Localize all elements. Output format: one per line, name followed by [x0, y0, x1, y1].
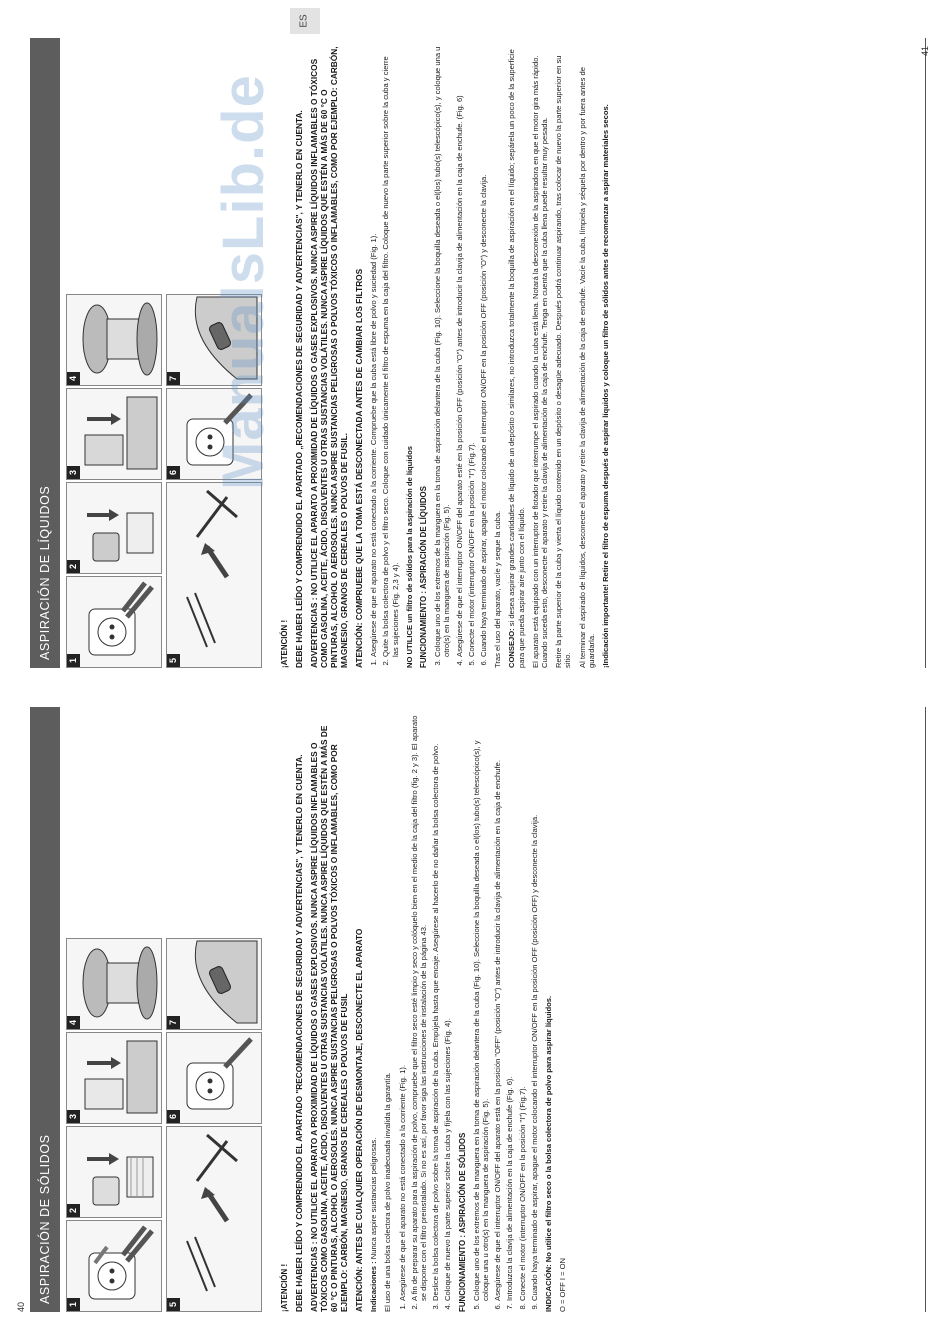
- indications-text: Nunca aspire sustancias peligrosas.: [369, 1137, 379, 1262]
- socket-plug-icon: [67, 1220, 162, 1311]
- nozzle-tube-icon: [167, 482, 262, 667]
- language-tab-label: ES: [299, 14, 310, 28]
- operation-title: FUNCIONAMIENTO : ASPIRACIÓN DE SÓLIDOS: [457, 1132, 467, 1312]
- figure-5: [166, 482, 262, 668]
- figure-4: [66, 294, 162, 386]
- page-right-liquids: [30, 38, 930, 668]
- figure-number: 4: [67, 1016, 80, 1029]
- tip-text: si desea aspirar grandes cantidades de líquido de un depósito o similares, no introduzca totalmente la boquilla de aspiración en el líquido; sepárela un poco de la superficie para que pueda aspirar aire junto con el líquido.: [507, 49, 526, 668]
- prep-steps: [398, 715, 453, 1312]
- no-use-note: NO UTILICE un filtro de sólidos para la aspiración de líquidos: [404, 446, 414, 668]
- figure-7: [166, 938, 262, 1030]
- figure-number: 1: [67, 1298, 80, 1311]
- instructions-body: [280, 46, 615, 668]
- figure-number: 7: [167, 372, 180, 385]
- figure-number: 4: [67, 372, 80, 385]
- power-switch-icon: [167, 938, 262, 1029]
- warning-disconnect: ATENCIÓN: ANTES DE CUALQUIER OPERACIÓN DE DESMONTAJE, DESCONECTE EL APARATO: [354, 928, 365, 1312]
- list-item: 9. Cuando haya terminado de aspirar, apague el motor colocando el interruptor ON/OFF en la posición OFF (posición OFF) y desconecte la clavija.: [530, 715, 539, 1301]
- figure-number: 7: [167, 1016, 180, 1029]
- prep-steps: [369, 46, 400, 668]
- figure-6: [166, 1032, 262, 1124]
- list-item: 2. A fin de preparar su aparato para la aspiración de polvo, compruebe que el filtro seco esté limpio y seco y colóquelo bien en el medio de la caja del filtro (fig. 2 y 3). El aparato se dispone con el filtro preinstalado. Si no es así, por favor siga las instrucciones de instalación de la página 43.: [410, 715, 428, 1301]
- figure-number: 3: [67, 466, 80, 479]
- indications: [369, 715, 378, 1312]
- list-item: 7. Introduzca la clavija de alimentación en la caja de enchufe (Fig. 6).: [505, 715, 514, 1301]
- end-note: Al terminar el aspirado de líquidos, desconecte el aparato y retire la clavija de alimentación de la caja de enchufe. Vacíe la cuba, límpiela y séquela por dentro y por fuera antes de guardarla.: [577, 67, 596, 668]
- list-item: 5. Coloque uno de los extremos de la manguera en la toma de aspiración delantera de la cuba (Fig. 10). Seleccione la boquilla deseada o el(los) tubo(s) telescópico(s), y coloque una u otro(s) en la manguera de aspiración (Fig. 5).: [472, 715, 490, 1301]
- section-header: ASPIRACIÓN DE LÍQUIDOS: [30, 38, 60, 668]
- list-item-text: Quite la bolsa colectora de polvo y el filtro seco. Coloque con cuidado únicamente el filtro de espuma en la caja del filtro.: [381, 251, 391, 657]
- figure-number: 5: [167, 1298, 180, 1311]
- figure-3: [66, 388, 162, 480]
- filter-insert-icon: [67, 1126, 162, 1217]
- figure-3: [66, 1032, 162, 1124]
- warning-read-recommendations: DEBE HABER LEÍDO Y COMPRENDIDO EL APARTADO „RECOMENDACIONES DE SEGURIDAD Y ADVERTENCIAS", Y TENERLO EN CUENTA.: [294, 110, 305, 668]
- figure-number: 6: [167, 1110, 180, 1123]
- page-number: 41: [920, 45, 930, 56]
- list-item: 8. Conecte el motor (interruptor ON/OFF en la posición "I") (Fig.7).: [518, 715, 527, 1301]
- figure-number: 6: [167, 466, 180, 479]
- filter-box-icon: [67, 1032, 162, 1123]
- list-item: 6. Cuando haya terminado de aspirar, apague el motor colocando el interruptor ON/OFF en la posición OFF (posición "O") y desconecte la clavija.: [479, 46, 488, 657]
- watermark: ManualsLib.de: [211, 74, 276, 490]
- important-note: ¡Indicación importante! Retire el filtro de espuma después de aspirar líquidos y coloque un filtro de sólidos antes de recomenzar a aspirar materiales secos.: [601, 104, 611, 668]
- figure-2: [66, 1126, 162, 1218]
- vacuum-head-icon: [67, 294, 162, 385]
- figure-4: [66, 938, 162, 1030]
- page-left-solids: [16, 707, 930, 1312]
- figure-number: 3: [67, 1110, 80, 1123]
- instructions-body: [280, 715, 572, 1312]
- list-item: 3. Coloque uno de los extremos de la manguera en la toma de aspiración delantera de la cuba (Fig. 10). Seleccione la boquilla deseada o el(los) tubo(s) telescópico(s), y coloque una u otro(s) en la manguera de aspiración (Fig. 5).: [433, 46, 451, 657]
- operation-title: FUNCIONAMIENTO : ASPIRACIÓN DE LÍQUIDOS: [419, 486, 429, 668]
- figure-grid: [66, 892, 272, 1312]
- figure-number: 2: [67, 560, 80, 573]
- bag-note: El uso de una bolsa colectora de polvo inadecuada invalida la garantía.: [383, 1072, 393, 1312]
- list-item-text: Coloque de nuevo la parte superior sobre la cuba y cierre las sujeciones (Fig. 2,3 y 4).: [381, 56, 400, 657]
- page-number: 40: [16, 1301, 26, 1312]
- figure-number: 2: [67, 1204, 80, 1217]
- warning-hazards: ADVERTENCIAS : NO UTILICE EL APARATO A PROXIMIDAD DE LÍQUIDOS O GASES EXPLOSIVOS. NUNCA ASPIRE LÍQUIDOS INFLAMABLES O TÓXICOS COMO GASOLINA, ACEITE, ÁCIDO, DISOLVENTES U OTRAS SUSTANCIAS VOLÁTILES. NUNCA ASPIRE LÍQUIDOS QUE ESTÉN A MÁS DE 60 °C O PINTURAS, ALCOHOL O AEROSOLES. NUNCA ASPIRE SUSTANCIAS PELIGROSAS O POLVOS TÓXICOS O INFLAMABLES, COMO POR EJEMPLO: CARBÓN, MAGNESIO, GRANOS DE CEREALES O POLVOS DE FUSIL.: [309, 46, 350, 668]
- page-rule: [925, 707, 926, 1312]
- figure-number: 1: [67, 654, 80, 667]
- warning-read-recommendations: DEBE HABER LEÍDO Y COMPRENDIDO EL APARTADO "RECOMENDACIONES DE SEGURIDAD Y ADVERTENCIAS", Y TENERLO EN CUENTA.: [294, 754, 305, 1312]
- page-rule: [925, 38, 926, 668]
- list-item: 6. Asegúrese de que el interruptor ON/OFF del aparato está en la posición "OFF" (posición "O") antes de introducir la clavija de alimentación en la caja de enchufe.: [493, 715, 502, 1301]
- figure-2: [66, 482, 162, 574]
- warning-filters: ATENCIÓN: COMPRUEBE QUE LA TOMA ESTÁ DESCONECTADA ANTES DE CAMBIAR LOS FILTROS: [354, 268, 365, 668]
- off-on-legend: O = OFF I = ON: [558, 1257, 568, 1312]
- figure-5: [166, 1126, 262, 1312]
- tip-label: CONSEJO:: [507, 628, 517, 668]
- vacuum-head-icon: [67, 938, 162, 1029]
- operation-steps: [433, 46, 488, 668]
- filter-box-icon: [67, 388, 162, 479]
- list-item: 4. Coloque de nuevo la parte superior sobre la cuba y fíjela con las sujeciones (Fig. 4).: [443, 715, 452, 1301]
- indications-label: Indicaciones :: [369, 1261, 379, 1312]
- socket-plug-icon: [167, 1032, 262, 1123]
- foam-filter-icon: [67, 482, 162, 573]
- nozzle-tube-icon: [167, 1126, 262, 1311]
- tip: [507, 46, 525, 668]
- list-item: 4. Asegúrese de que el interruptor ON/OFF del aparato esté en la posición OFF (posición "O") antes de introducir la clavija de alimentación en la caja de enchufe. (Fig. 6): [455, 46, 464, 657]
- figure-1: [66, 576, 162, 668]
- attention-title: ¡ATENCIÓN !: [280, 1263, 289, 1312]
- list-item: 5. Conecte el motor (interruptor ON/OFF en la posición "I") (Fig.7).: [467, 46, 476, 657]
- list-item: [381, 46, 399, 657]
- figure-1: [66, 1220, 162, 1312]
- list-item: 3. Deslice la bolsa colectora de polvo sobre la toma de aspiración de la cuba. Empújela hasta que encaje. Asegúrese al hacerlo de no dañar la bolsa colectora de polvo.: [431, 715, 440, 1301]
- section-header: ASPIRACIÓN DE SÓLIDOS: [30, 707, 60, 1312]
- warning-hazards: ADVERTENCIAS : NO UTILICE EL APARATO A PROXIMIDAD DE LÍQUIDOS O GASES EXPLOSIVOS. NUNCA ASPIRE LÍQUIDOS INFLAMABLES O TÓXICOS COMO GASOLINA, ACEITE, ÁCIDO, DISOLVENTES U OTRAS SUSTANCIAS VOLÁTILES. NUNCA ASPIRE LÍQUIDOS QUE ESTÉN A MÁS DE 60 °C O PINTURAS, ALCOHOL O AEROSOLES. NUNCA ASPIRE SUSTANCIAS PELIGROSAS O POLVOS TÓXICOS O INFLAMABLES, COMO POR EJEMPLO: CARBÓN, MAGNESIO, GRANOS DE CEREALES O POLVOS DE FUSIL: [309, 725, 350, 1312]
- list-item: 1. Asegúrese de que el aparato no está conectado a la corriente (Fig. 1).: [398, 715, 407, 1301]
- empty-note: Retire la parte superior de la cuba y vierta el líquido contenido en un depósito o desagüe adecuado. Después podrá continuar aspirando, tras colocar de nuevo la parte superior en su sitio.: [554, 55, 573, 668]
- after-use: Tras el uso del aparato, vacíe y seque la cuba.: [493, 510, 503, 668]
- language-tab: [290, 8, 320, 34]
- float-switch-note: El aparato está equipado con un interruptor de flotador que interrumpe el aspirado cuando la cuba está llena. Notará la desconexión de la aspiradora en que el motor gira más rápido. Cuando suceda esto, desconecte el aparato y retire la clavija de alimentación de la caja de enchufe. Tenga en cuenta que la cuba llena puede resultar muy pesada.: [530, 55, 550, 668]
- figure-number: 5: [167, 654, 180, 667]
- operation-steps: [472, 715, 539, 1312]
- attention-title: ¡ATENCIÓN !: [280, 619, 289, 668]
- indication-final: INDICACIÓN: No utilice el filtro seco o la bolsa colectora de polvo para aspirar líquidos.: [544, 995, 554, 1312]
- list-item: 1. Asegúrese de que el aparato no está conectado a la corriente. Compruebe que la cuba está libre de polvo y suciedad (Fig. 1).: [369, 46, 378, 657]
- socket-plug-icon: [67, 576, 162, 667]
